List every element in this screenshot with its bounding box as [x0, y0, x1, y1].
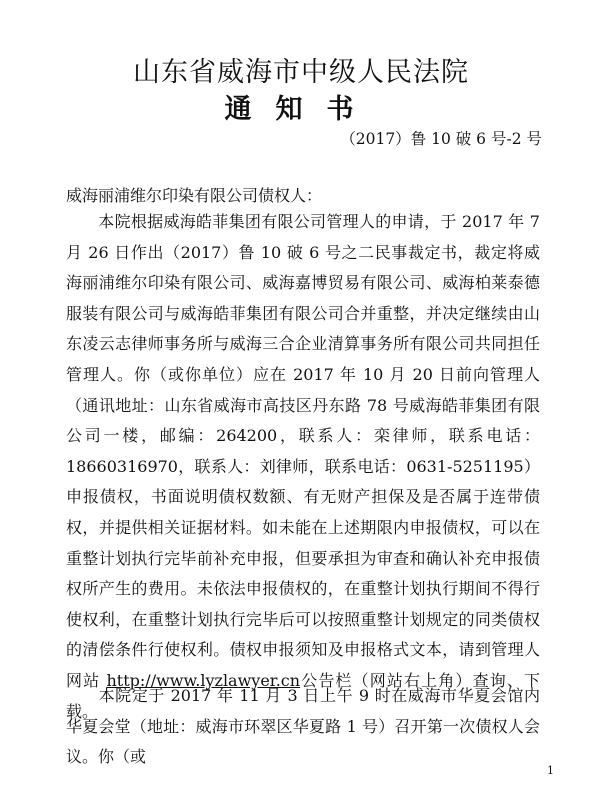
document-number: （2017）鲁 10 破 6 号-2 号	[340, 130, 542, 148]
document-title: 通知书	[224, 94, 378, 125]
paragraph-text-tail: 公告栏（网站右上角）查询、下载。	[66, 670, 540, 721]
website-link[interactable]: http://www.lyzlawyer.cn	[106, 670, 301, 690]
page-number: 1	[547, 764, 554, 777]
paragraph-meeting	[66, 681, 540, 773]
paragraph-text: 本院根据威海皓菲集团有限公司管理人的申请，于 2017 年 7 月 26 日作出（2017）鲁 10 破 6 号之二民事裁定书，裁定将威海丽浦维尔印染有限公司、威海嘉博贸易有限公司、威海柏莱泰德服装有限公司与威海皓菲集团有限公司合并重整，并决定继续由山东凌云志律师事务所与威海三合企业清算事务所有限公司共同担任管理人。你（或你单位）应在 2017 年 10 月 20 日前向管理人（通讯地址：山东省威海市高技区丹东路 78 号威海皓菲集团有限公司一楼，邮编：264200，联系人：栾律师，联系电话：18660316970，联系人：刘律师，联系电话：0631-5251195）申报债权，书面说明债权数额、有无财产担保及是否属于连带债权，并提供相关证据材料。如未能在上述期限内申报债权，可以在重整计划执行完毕前补充申报，但要承担为审查和确认补充申报债权所产生的费用。未依法申报债权的，在重整计划执行期间不得行使权利，在重整计划执行完毕后可以按照重整计划规定的同类债权的清偿条件行使权利。债权申报须知及申报格式文本，请到管理人网站	[66, 212, 540, 690]
addressee: 威海丽浦维尔印染有限公司债权人：	[66, 186, 323, 205]
paragraph-notice	[66, 207, 540, 727]
paragraph-text: 本院定于 2017 年 11 月 3 日上午 9 时在威海市华夏会馆内华夏会堂（地址：威海市环翠区华夏路 1 号）召开第一次债权人会议。你（或	[66, 686, 540, 767]
court-name: 山东省威海市中级人民法院	[133, 57, 469, 88]
